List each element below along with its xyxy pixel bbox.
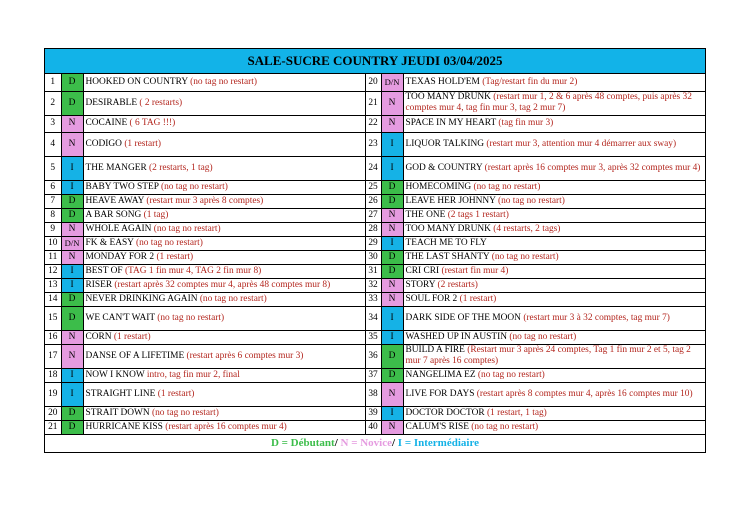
level-badge: I bbox=[381, 406, 403, 420]
dance-note: ( 6 TAG !!!) bbox=[127, 118, 176, 129]
dance-number: 19 bbox=[45, 382, 61, 406]
level-badge: N bbox=[381, 278, 403, 292]
dance-title: STORY bbox=[405, 279, 436, 290]
dance-entry bbox=[83, 74, 365, 91]
level-badge: D/N bbox=[61, 236, 83, 250]
dance-list-sheet bbox=[44, 48, 706, 453]
dance-title: NOW I KNOW bbox=[85, 369, 145, 380]
dance-title: CALUM'S RISE bbox=[405, 421, 469, 432]
dance-title: DANSE OF A LIFETIME bbox=[85, 350, 185, 361]
dance-number: 5 bbox=[45, 156, 61, 180]
dance-entry bbox=[83, 236, 365, 250]
dance-number: 20 bbox=[365, 74, 381, 91]
table-row bbox=[45, 406, 705, 420]
dance-table bbox=[45, 74, 705, 435]
dance-entry bbox=[403, 208, 705, 222]
table-row bbox=[45, 74, 705, 91]
level-badge: D bbox=[381, 264, 403, 278]
level-badge: D bbox=[61, 208, 83, 222]
dance-note: (4 restarts, 2 tags) bbox=[490, 223, 561, 234]
dance-note: ( 2 restarts) bbox=[137, 97, 183, 108]
dance-entry bbox=[83, 156, 365, 180]
dance-note: (restart fin mur 4) bbox=[439, 265, 509, 276]
dance-note: (restart mur 1, 2 & 6 après 48 comptes, puis après 32 comptes mur 4, tag fin mur 3, tag 2 mur 7) bbox=[405, 92, 692, 113]
dance-title: FK & EASY bbox=[85, 237, 134, 248]
table-row bbox=[45, 156, 705, 180]
dance-note: (1 restart) bbox=[457, 293, 497, 304]
dance-number: 24 bbox=[365, 156, 381, 180]
dance-number: 35 bbox=[365, 330, 381, 344]
dance-title: TOO MANY DRUNK bbox=[405, 92, 491, 103]
table-row bbox=[45, 278, 705, 292]
level-badge: D bbox=[61, 292, 83, 306]
dance-entry bbox=[403, 194, 705, 208]
dance-title: LIQUOR TALKING bbox=[405, 138, 484, 149]
dance-entry bbox=[403, 330, 705, 344]
dance-number: 28 bbox=[365, 222, 381, 236]
dance-note: (no tag no restart) bbox=[471, 181, 541, 192]
level-badge: N bbox=[381, 222, 403, 236]
dance-title: THE MANGER bbox=[85, 162, 147, 173]
dance-number: 7 bbox=[45, 194, 61, 208]
table-row bbox=[45, 115, 705, 132]
dance-number: 14 bbox=[45, 292, 61, 306]
dance-entry bbox=[83, 91, 365, 115]
dance-note: (no tag no restart) bbox=[187, 76, 258, 87]
dance-number: 8 bbox=[45, 208, 61, 222]
dance-note: (restart après 8 comptes mur 4, après 16 comptes mur 10) bbox=[474, 388, 693, 399]
dance-number: 27 bbox=[365, 208, 381, 222]
dance-title: A BAR SONG bbox=[85, 209, 142, 220]
dance-entry bbox=[83, 194, 365, 208]
level-badge: I bbox=[61, 368, 83, 382]
dance-entry bbox=[403, 344, 705, 368]
dance-note: (no tag no restart) bbox=[468, 421, 539, 432]
dance-title: SOUL FOR 2 bbox=[405, 293, 458, 304]
dance-note: (1 restart) bbox=[111, 331, 151, 342]
dance-number: 23 bbox=[365, 132, 381, 156]
dance-number: 18 bbox=[45, 368, 61, 382]
dance-entry bbox=[83, 344, 365, 368]
dance-note: (1 tag) bbox=[141, 209, 169, 220]
dance-table-body bbox=[45, 74, 705, 434]
dance-note: (no tag no restart) bbox=[151, 223, 221, 234]
dance-number: 1 bbox=[45, 74, 61, 91]
dance-number: 39 bbox=[365, 406, 381, 420]
dance-number: 31 bbox=[365, 264, 381, 278]
level-badge: N bbox=[381, 292, 403, 306]
level-badge: I bbox=[381, 156, 403, 180]
table-row bbox=[45, 264, 705, 278]
table-row bbox=[45, 250, 705, 264]
dance-number: 4 bbox=[45, 132, 61, 156]
dance-entry bbox=[83, 180, 365, 194]
dance-number: 30 bbox=[365, 250, 381, 264]
dance-number: 21 bbox=[45, 420, 61, 434]
table-row bbox=[45, 306, 705, 330]
dance-number: 3 bbox=[45, 115, 61, 132]
level-badge: N bbox=[61, 344, 83, 368]
legend-separator: / bbox=[391, 436, 396, 449]
table-row bbox=[45, 236, 705, 250]
level-badge: D bbox=[61, 194, 83, 208]
dance-entry bbox=[403, 368, 705, 382]
level-badge: I bbox=[61, 278, 83, 292]
dance-title: THE ONE bbox=[405, 209, 446, 220]
dance-note: (1 restart) bbox=[154, 251, 194, 262]
dance-entry bbox=[83, 330, 365, 344]
dance-entry bbox=[83, 292, 365, 306]
dance-number: 38 bbox=[365, 382, 381, 406]
dance-entry bbox=[83, 115, 365, 132]
level-badge: N bbox=[61, 132, 83, 156]
table-row bbox=[45, 180, 705, 194]
dance-title: CORN bbox=[85, 331, 112, 342]
dance-note: (2 restarts) bbox=[435, 279, 478, 290]
dance-note: (2 tags 1 restart) bbox=[445, 209, 509, 220]
dance-note: (no tag no restart) bbox=[475, 369, 545, 380]
dance-title: COCAINE bbox=[85, 118, 128, 129]
dance-title: CODIGO bbox=[85, 138, 122, 149]
dance-title: HOOKED ON COUNTRY bbox=[85, 76, 188, 87]
dance-note: (TAG 1 fin mur 4, TAG 2 fin mur 8) bbox=[122, 265, 262, 276]
legend-beginner: D = Débutant bbox=[270, 436, 335, 449]
dance-title: DOCTOR DOCTOR bbox=[405, 407, 485, 418]
dance-entry bbox=[403, 74, 705, 91]
dance-entry bbox=[403, 91, 705, 115]
dance-note: (restart après 16 comptes mur 4) bbox=[162, 421, 287, 432]
dance-note: (no tag no restart) bbox=[506, 331, 577, 342]
level-badge: I bbox=[381, 330, 403, 344]
dance-number: 15 bbox=[45, 306, 61, 330]
dance-number: 20 bbox=[45, 406, 61, 420]
table-row bbox=[45, 420, 705, 434]
dance-title: STRAIGHT LINE bbox=[85, 388, 156, 399]
level-badge: D bbox=[381, 194, 403, 208]
dance-entry bbox=[403, 132, 705, 156]
level-badge: I bbox=[61, 264, 83, 278]
level-badge: D bbox=[381, 250, 403, 264]
level-badge: D bbox=[61, 91, 83, 115]
dance-entry bbox=[403, 156, 705, 180]
dance-entry bbox=[403, 115, 705, 132]
dance-number: 33 bbox=[365, 292, 381, 306]
level-badge: N bbox=[61, 250, 83, 264]
level-badge: N bbox=[61, 115, 83, 132]
dance-number: 2 bbox=[45, 91, 61, 115]
dance-title: TEACH ME TO FLY bbox=[405, 237, 487, 248]
dance-number: 17 bbox=[45, 344, 61, 368]
dance-note: (Tag/restart fin du mur 2) bbox=[479, 76, 578, 87]
level-badge: D bbox=[61, 306, 83, 330]
dance-title: HOMECOMING bbox=[405, 181, 472, 192]
level-badge: N bbox=[61, 222, 83, 236]
dance-title: WHOLE AGAIN bbox=[85, 223, 152, 234]
level-badge: D bbox=[381, 368, 403, 382]
dance-number: 21 bbox=[365, 91, 381, 115]
dance-number: 32 bbox=[365, 278, 381, 292]
dance-note: (no tag no restart) bbox=[489, 251, 559, 262]
dance-entry bbox=[83, 368, 365, 382]
dance-note: (restart après 32 comptes mur 4, après 48 comptes mur 8) bbox=[112, 279, 331, 290]
dance-number: 9 bbox=[45, 222, 61, 236]
dance-number: 22 bbox=[365, 115, 381, 132]
dance-entry bbox=[403, 236, 705, 250]
dance-note: (1 restart) bbox=[121, 138, 162, 149]
dance-entry bbox=[83, 382, 365, 406]
level-legend bbox=[45, 435, 705, 452]
legend-novice: N = Novice bbox=[337, 436, 392, 449]
level-badge: D bbox=[61, 420, 83, 434]
dance-note: (no tag no restart) bbox=[495, 195, 565, 206]
dance-note: (tag fin mur 3) bbox=[496, 118, 554, 129]
dance-number: 26 bbox=[365, 194, 381, 208]
dance-entry bbox=[403, 382, 705, 406]
dance-note: intro, tag fin mur 2, final bbox=[144, 369, 240, 380]
legend-separator: / bbox=[334, 436, 338, 449]
level-badge: N bbox=[381, 382, 403, 406]
dance-entry bbox=[83, 264, 365, 278]
level-badge: I bbox=[61, 180, 83, 194]
dance-entry bbox=[83, 278, 365, 292]
table-row bbox=[45, 91, 705, 115]
dance-title: RISER bbox=[85, 279, 113, 290]
level-badge: N bbox=[381, 420, 403, 434]
dance-title: NEVER DRINKING AGAIN bbox=[85, 293, 198, 304]
level-badge: D bbox=[381, 180, 403, 194]
sheet-title: SALE-SUCRE COUNTRY JEUDI 03/04/2025 bbox=[45, 49, 705, 74]
table-row bbox=[45, 368, 705, 382]
level-badge: I bbox=[381, 306, 403, 330]
table-row bbox=[45, 222, 705, 236]
level-badge: D bbox=[381, 344, 403, 368]
dance-title: HURRICANE KISS bbox=[85, 421, 163, 432]
level-badge: D bbox=[61, 74, 83, 91]
dance-note: (restart mur 3 après 8 comptes) bbox=[144, 195, 264, 206]
level-badge: N bbox=[61, 330, 83, 344]
table-row bbox=[45, 194, 705, 208]
table-row bbox=[45, 292, 705, 306]
dance-entry bbox=[83, 132, 365, 156]
table-row bbox=[45, 208, 705, 222]
table-row bbox=[45, 382, 705, 406]
dance-number: 12 bbox=[45, 264, 61, 278]
level-badge: D bbox=[61, 406, 83, 420]
dance-entry bbox=[403, 264, 705, 278]
dance-note: (no tag no restart) bbox=[133, 237, 203, 248]
dance-note: (2 restarts, 1 tag) bbox=[146, 162, 213, 173]
level-badge: I bbox=[61, 382, 83, 406]
dance-title: WE CAN'T WAIT bbox=[85, 312, 155, 323]
dance-title: DARK SIDE OF THE MOON bbox=[405, 312, 521, 323]
level-badge: I bbox=[381, 236, 403, 250]
dance-note: (no tag no restart) bbox=[158, 181, 228, 192]
dance-title: CRI CRI bbox=[405, 265, 440, 276]
dance-note: (1 restart) bbox=[155, 388, 195, 399]
dance-number: 25 bbox=[365, 180, 381, 194]
dance-entry bbox=[403, 222, 705, 236]
level-badge: D/N bbox=[381, 74, 403, 91]
dance-title: LIVE FOR DAYS bbox=[405, 388, 475, 399]
table-row bbox=[45, 344, 705, 368]
dance-title: LEAVE HER JOHNNY bbox=[405, 195, 496, 206]
dance-title: THE LAST SHANTY bbox=[405, 251, 490, 262]
dance-title: DESIRABLE bbox=[85, 97, 138, 108]
dance-number: 37 bbox=[365, 368, 381, 382]
dance-title: BEST OF bbox=[85, 265, 123, 276]
dance-number: 40 bbox=[365, 420, 381, 434]
dance-entry bbox=[403, 292, 705, 306]
dance-title: HEAVE AWAY bbox=[85, 195, 145, 206]
dance-note: (no tag no restart) bbox=[154, 312, 225, 323]
dance-entry bbox=[403, 278, 705, 292]
dance-note: (no tag no restart) bbox=[149, 407, 219, 418]
dance-title: STRAIT DOWN bbox=[85, 407, 150, 418]
table-row bbox=[45, 132, 705, 156]
dance-entry bbox=[83, 222, 365, 236]
dance-note: (Restart mur 3 après 24 comptes, Tag 1 fin mur 2 et 5, tag 2 mur 7 après 16 comptes) bbox=[405, 345, 691, 366]
dance-number: 16 bbox=[45, 330, 61, 344]
dance-entry bbox=[83, 420, 365, 434]
dance-title: WASHED UP IN AUSTIN bbox=[405, 331, 507, 342]
dance-entry bbox=[403, 406, 705, 420]
dance-entry bbox=[403, 180, 705, 194]
dance-note: (restart mur 3 à 32 comptes, tag mur 7) bbox=[520, 312, 670, 323]
level-badge: I bbox=[61, 156, 83, 180]
dance-note: (restart après 6 comptes mur 3) bbox=[184, 350, 304, 361]
dance-note: (no tag no restart) bbox=[197, 293, 267, 304]
dance-title: GOD & COUNTRY bbox=[405, 162, 483, 173]
level-badge: I bbox=[381, 132, 403, 156]
dance-title: BABY TWO STEP bbox=[85, 181, 159, 192]
dance-number: 13 bbox=[45, 278, 61, 292]
dance-entry bbox=[403, 306, 705, 330]
dance-note: (1 restart, 1 tag) bbox=[484, 407, 547, 418]
dance-number: 36 bbox=[365, 344, 381, 368]
level-badge: N bbox=[381, 208, 403, 222]
dance-entry bbox=[83, 306, 365, 330]
dance-number: 6 bbox=[45, 180, 61, 194]
dance-note: (restart après 16 comptes mur 3, après 32 comptes mur 4) bbox=[482, 162, 701, 173]
dance-entry bbox=[83, 208, 365, 222]
dance-number: 34 bbox=[365, 306, 381, 330]
dance-title: NANGELIMA EZ bbox=[405, 369, 476, 380]
table-row bbox=[45, 330, 705, 344]
dance-title: BUILD A FIRE bbox=[405, 345, 465, 356]
dance-entry bbox=[403, 250, 705, 264]
dance-entry bbox=[83, 250, 365, 264]
dance-note: (restart mur 3, attention mur 4 démarrer aux sway) bbox=[484, 138, 677, 149]
dance-title: SPACE IN MY HEART bbox=[405, 118, 497, 129]
dance-number: 10 bbox=[45, 236, 61, 250]
dance-number: 11 bbox=[45, 250, 61, 264]
dance-title: TOO MANY DRUNK bbox=[405, 223, 491, 234]
dance-number: 29 bbox=[365, 236, 381, 250]
dance-title: MONDAY FOR 2 bbox=[85, 251, 155, 262]
dance-entry bbox=[403, 420, 705, 434]
level-badge: N bbox=[381, 91, 403, 115]
dance-title: TEXAS HOLD'EM bbox=[405, 76, 480, 87]
dance-entry bbox=[83, 406, 365, 420]
level-badge: N bbox=[381, 115, 403, 132]
legend-intermediate: I = Intermédiaire bbox=[395, 436, 480, 449]
